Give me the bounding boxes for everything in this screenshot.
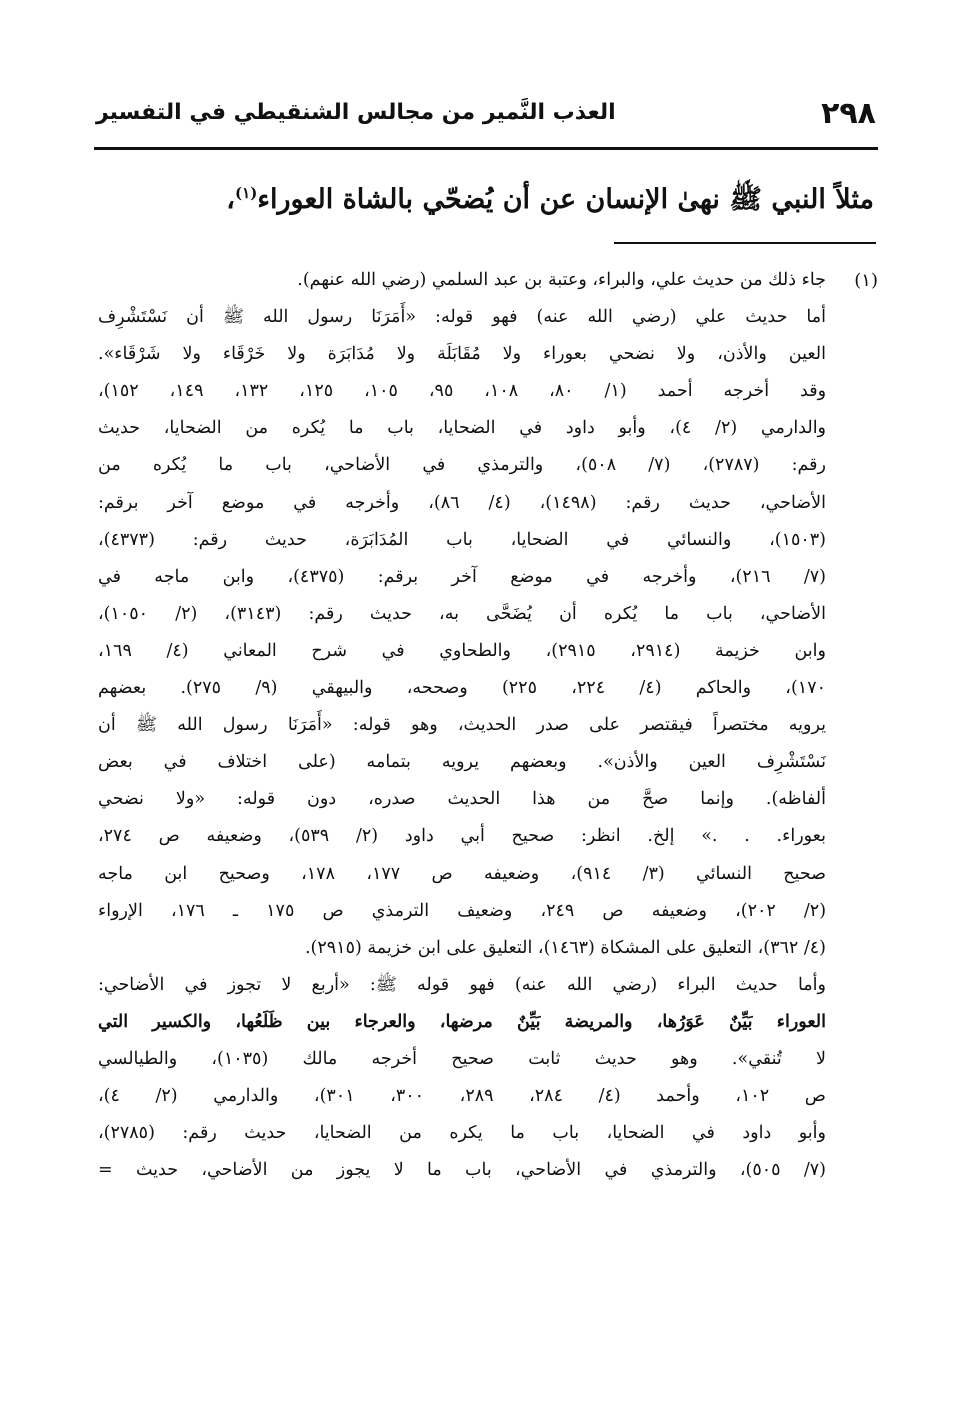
footnote-line: وقد أخرجه أحمد (١/ ٨٠، ١٠٨، ٩٥، ١٠٥، ١٢٥، ١٣٢، ١٤٩، ١٥٢)، [98,381,826,402]
footnote-line: يرويه مختصراً فيقتصر على صدر الحديث، وهو قوله: «أَمَرَنَا رسول الله ﷺ أن [98,715,826,736]
footnote-line: ألفاظه). وإنما صحَّ من هذا الحديث صدره، دون قوله: «ولا نضحي [98,789,826,810]
running-title: العذب النَّمير من مجالس الشنقيطي في التفسير [96,100,616,125]
footnote-line: ص ١٠٢، وأحمد (٤/ ٢٨٤، ٢٨٩، ٣٠٠، ٣٠١)، والدارمي (٢/ ٤)، [98,1086,826,1107]
footnote-line: والدارمي (٢/ ٤)، وأبو داود في الضحايا، باب ما يُكره من الضحايا، حديث [98,418,826,439]
footnote-line: الأضاحي، باب ما يُكره أن يُضَحَّى به، حديث رقم: (٣١٤٣)، (٢/ ١٠٥٠)، [98,603,826,624]
footnote-line: العين والأذن، ولا نضحي بعوراء ولا مُقَابَلَة ولا مُدَابَرَة ولا خَرْقَاء ولا شَرْقَاء». [98,344,826,365]
header-rule [94,147,878,150]
footnote-line: صحيح النسائي (٣/ ٩١٤)، وضعيفه ص ١٧٧، ١٧٨، وصحيح ابن ماجه [98,863,826,884]
footnote-reference: (١) [235,184,258,202]
footnotes [98,262,878,1189]
main-text-trailing: ، [226,184,236,215]
footnote-line: الأضاحي، حديث رقم: (١٤٩٨)، (٤/ ٨٦)، وأخرجه في موضع آخر برقم: [98,492,826,513]
footnote-separator [614,242,876,244]
page-header [96,96,876,146]
footnote-line: بعوراء. . .» إلخ. انظر: صحيح أبي داود (٢/ ٥٣٩)، وضعيفه ص ٢٧٤، [98,826,826,847]
footnote-line: (٢/ ٢٠٢)، وضعيفه ص ٢٤٩، وضعيف الترمذي ص ١٧٥ ـ ١٧٦، الإرواء [98,900,826,921]
main-text-line [96,168,874,225]
footnote-line: وأما حديث البراء (رضي الله عنه) فهو قوله ﷺ: «أربع لا تجوز في الأضاحي: [98,974,826,995]
main-text: مثلاً النبي ﷺ نهىٰ الإنسان عن أن يُضحّي بالشاة العوراء [257,184,874,215]
footnote-line: لا تُنقي». وهو حديث ثابت صحيح أخرجه مالك (١٠٣٥)، والطيالسي [98,1048,826,1069]
footnote-line: وأبو داود في الضحايا، باب ما يكره من الضحايا، حديث رقم: (٢٧٨٥)، [98,1123,826,1144]
footnote-line: ١٧٠)، والحاكم (٤/ ٢٢٤، ٢٢٥) وصححه، والبيهقي (٩/ ٢٧٥). بعضهم [98,678,826,699]
footnote-line: رقم: (٢٧٨٧)، (٧/ ٥٠٨)، والترمذي في الأضاحي، باب ما يُكره من [98,455,826,476]
page-number: ٢٩٨ [821,96,876,131]
footnote-line: (٤/ ٣٦٢)، التعليق على المشكاة (١٤٦٣)، التعليق على ابن خزيمة (٢٩١٥). [304,937,826,958]
footnote-line: (١٥٠٣)، والنسائي في الضحايا، باب المُدَابَرَة، حديث رقم: (٤٣٧٣)، [98,529,826,550]
footnote-body [98,262,826,1189]
footnote-line: نَسْتَشْرِف العين والأذن». وبعضهم يرويه بتمامه (على اختلاف في بعض [98,752,826,773]
footnote-line: جاء ذلك من حديث علي، والبراء، وعتبة بن عبد السلمي (رضي الله عنهم). [297,270,826,290]
footnote-line: العوراء بَيِّنٌ عَوَرُها، والمريضة بَيِّنٌ مرضها، والعرجاء بين ظَلَعُها، والكسير التي [98,1011,826,1032]
footnote-line: أما حديث علي (رضي الله عنه) فهو قوله: «أَمَرَنَا رسول الله ﷺ أن نَسْتَشْرِف [98,307,826,328]
footnote-1 [98,262,878,1189]
footnote-line: وابن خزيمة (٢٩١٤، ٢٩١٥)، والطحاوي في شرح المعاني (٤/ ١٦٩، [98,640,826,661]
footnote-line: (٧/ ٢١٦)، وأخرجه في موضع آخر برقم: (٤٣٧٥)، وابن ماجه في [98,566,826,587]
footnote-marker: (١) [854,270,878,291]
footnote-line: (٧/ ٥٠٥)، والترمذي في الأضاحي، باب ما لا يجوز من الأضاحي، حديث = [98,1160,826,1181]
